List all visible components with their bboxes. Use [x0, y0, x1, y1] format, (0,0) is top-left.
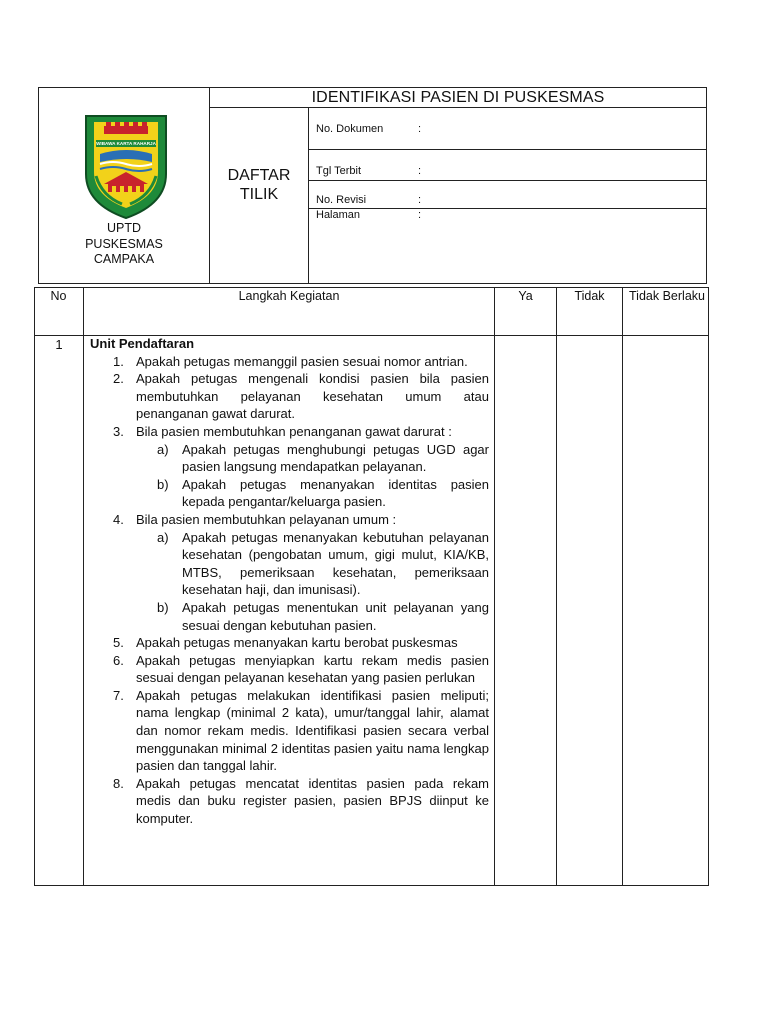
col-divider-langkah [494, 287, 495, 886]
list-item: 6. Apakah petugas menyiapkan kartu rekam medis pasien sesuai dengan pelayanan kesehatan yang pasien perlukan [113, 652, 489, 686]
column-header-tidak-berlaku: Tidak Berlaku [629, 289, 705, 303]
col-divider-tidak [622, 287, 623, 886]
list-item: 3. Bila pasien membutuhkan penanganan gawat darurat : [113, 423, 452, 439]
meta-colon-halaman: : [418, 209, 422, 221]
header-divider-daftar [308, 107, 309, 284]
organization-line1: UPTD [106, 221, 142, 235]
meta-rule-1 [308, 149, 707, 150]
list-subitem: b) Apakah petugas menentukan unit pelayanan yang sesuai dengan kebutuhan pasien. [157, 599, 489, 633]
shield-emblem-icon [82, 112, 170, 222]
meta-label-no-dokumen: No. Dokumen [316, 123, 384, 135]
table-row [87, 335, 489, 828]
section-title: Unit Pendaftaran [90, 336, 195, 351]
column-header-tidak: Tidak [574, 289, 605, 303]
meta-colon-no-dokumen: : [418, 123, 422, 135]
row-number: 1 [55, 337, 63, 352]
meta-colon-tgl-terbit: : [418, 165, 422, 177]
list-subitem: b) Apakah petugas menanyakan identitas pasien kepada pengantar/keluarga pasien. [157, 476, 489, 510]
column-header-no: No [50, 289, 67, 303]
list-item: 7. Apakah petugas melakukan identifikasi pasien meliputi; nama lengkap (minimal 2 kata), umur/tanggal lahir, alamat dan nomor rekam medis. Identifikasi pasien secara verbal menggunakan minimal 2 identitas pasien yaitu nama lengkap pasien dan tanggal lahir. [113, 687, 489, 774]
puskesmas-logo [82, 112, 170, 222]
meta-rule-3 [308, 208, 707, 209]
column-header-ya: Ya [518, 289, 533, 303]
organization-line3: CAMPAKA [93, 252, 155, 266]
col-divider-no [83, 287, 84, 886]
organization-name [39, 221, 209, 268]
col-divider-ya [556, 287, 557, 886]
list-item: 2. Apakah petugas mengenali kondisi pasien bila pasien membutuhkan pelayanan kesehatan umum atau penanganan gawat darurat. [113, 371, 489, 422]
list-item: 8. Apakah petugas mencatat identitas pasien pada rekam medis dan buku register pasien, pasien BPJS diinput ke komputer. [113, 775, 489, 827]
document-type [210, 166, 308, 204]
column-header-langkah-kegiatan: Langkah Kegiatan [238, 289, 340, 303]
list-item: 4. Bila pasien membutuhkan pelayanan umum : [113, 511, 397, 527]
logo-banner-text: WIBAWA KARTA RAHARJA [96, 141, 156, 146]
document-type-line2: TILIK [239, 186, 279, 203]
meta-label-halaman: Halaman [316, 209, 361, 221]
meta-label-no-revisi: No. Revisi [316, 194, 367, 206]
list-item: 5. Apakah petugas menanyakan kartu berobat puskesmas [113, 635, 458, 651]
document-title: IDENTIFIKASI PASIEN DI PUSKESMAS [311, 89, 605, 106]
organization-line2: PUSKESMAS [85, 236, 163, 251]
list-item: 1. Apakah petugas memanggil pasien sesuai nomor antrian. [113, 353, 468, 369]
meta-colon-no-revisi: : [418, 194, 422, 206]
meta-label-tgl-terbit: Tgl Terbit [316, 165, 362, 177]
list-subitem: a) Apakah petugas menanyakan kebutuhan pelayanan kesehatan (pengobatan umum, gigi mulut, KIA/KB, MTBS, pemeriksaan kesehatan, pemeriksaan kesehatan haji, dan imunisasi). [157, 529, 489, 598]
meta-rule-2 [308, 180, 707, 181]
document-type-line1: DAFTAR [227, 167, 291, 184]
list-subitem: a) Apakah petugas menghubungi petugas UGD agar pasien langsung mendapatkan pelayanan. [157, 441, 489, 475]
